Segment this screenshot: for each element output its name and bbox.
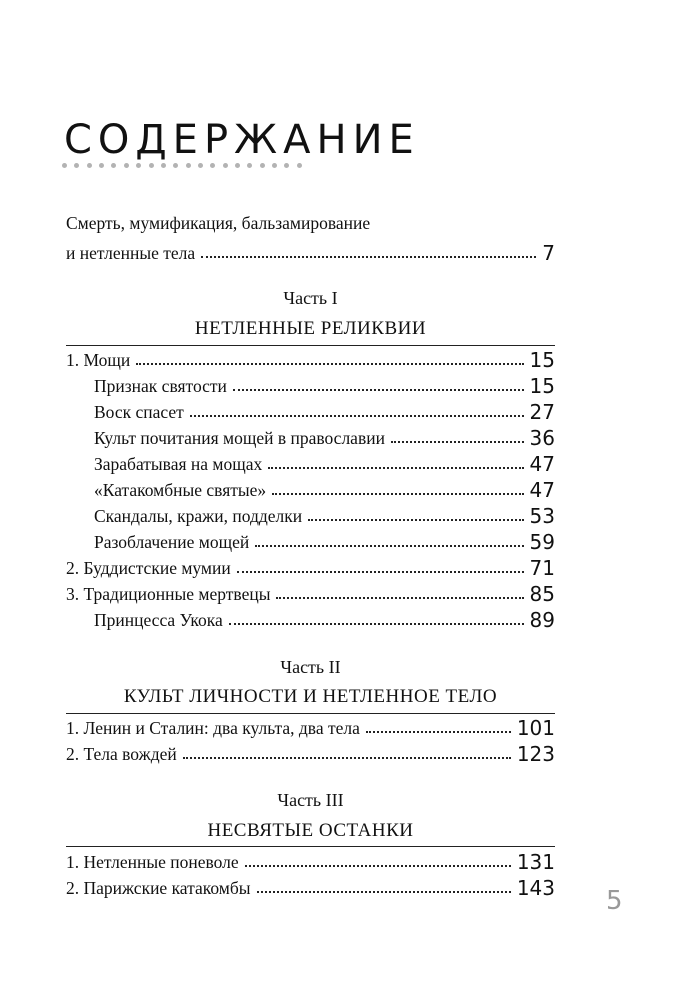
dot-leader <box>308 519 523 521</box>
toc-entry-text: Принцесса Укока <box>94 609 223 630</box>
toc-page-number: 101 <box>516 716 555 740</box>
toc-entry-text: 1. Ленин и Сталин: два культа, два тела <box>66 717 360 738</box>
toc-page-number: 53 <box>529 504 555 528</box>
toc-entry-section[interactable] <box>94 528 555 552</box>
toc-entry-text: 2. Буддистские мумии <box>66 557 231 578</box>
toc-entry-text: Зарабатывая на мощах <box>94 453 263 474</box>
toc-entry-text: 2. Парижские катакомбы <box>66 877 251 898</box>
dot-leader <box>183 757 511 759</box>
part-rule <box>66 846 555 847</box>
toc-page-number: 71 <box>529 556 555 580</box>
part-title: НЕСВЯТЫЕ ОСТАНКИ <box>207 820 414 841</box>
part-label: Часть III <box>277 790 344 810</box>
toc-entry-text: Культ почитания мощей в православии <box>94 427 385 448</box>
toc-entry-section[interactable] <box>94 424 555 448</box>
dot-leader <box>366 731 511 733</box>
part-title: НЕТЛЕННЫЕ РЕЛИКВИИ <box>194 318 427 339</box>
dot-leader <box>257 891 511 893</box>
dot-leader <box>233 389 524 391</box>
toc-entry-text: Воск спасет <box>94 401 184 422</box>
dot-leader <box>201 256 536 258</box>
toc-entry-text: 3. Традиционные мертвецы <box>66 583 271 604</box>
toc-entry-chapter[interactable] <box>66 580 555 604</box>
toc-entry-section[interactable] <box>94 476 555 500</box>
toc-page-number: 131 <box>516 850 555 874</box>
toc-page-number: 7 <box>542 241 555 265</box>
toc-entry-chapter[interactable] <box>66 740 555 764</box>
toc-entry-chapter[interactable] <box>66 714 555 738</box>
part-title: КУЛЬТ ЛИЧНОСТИ И НЕТЛЕННОЕ ТЕЛО <box>123 686 498 707</box>
part-label: Часть II <box>280 657 341 677</box>
toc-page-number: 89 <box>529 608 555 632</box>
dot-leader <box>268 467 523 469</box>
toc-entry-section[interactable] <box>94 372 555 396</box>
dot-leader <box>391 441 524 443</box>
toc-entry-text: Скандалы, кражи, подделки <box>94 505 303 526</box>
part-label: Часть I <box>283 288 338 308</box>
toc-entry-text: «Катакомбные святые» <box>94 479 267 500</box>
contents-heading: СОДЕРЖАНИЕ <box>64 117 420 163</box>
toc-page-number: 85 <box>529 582 555 606</box>
dot-leader <box>276 597 523 599</box>
toc-entry-chapter[interactable] <box>66 554 555 578</box>
dot-leader <box>245 865 511 867</box>
toc-page-number: 36 <box>529 426 555 450</box>
toc-entry-text: 2. Тела вождей <box>66 743 177 764</box>
toc-entry-text: Разоблачение мощей <box>94 531 250 552</box>
toc-entry-section[interactable] <box>94 398 555 422</box>
toc-entry-section[interactable] <box>94 450 555 474</box>
dot-leader <box>272 493 523 495</box>
toc-entry-text: 1. Мощи <box>66 349 131 370</box>
toc-page-number: 47 <box>529 452 555 476</box>
toc-page-number: 15 <box>529 374 555 398</box>
toc-entry-chapter[interactable] <box>66 848 555 872</box>
toc-page-number: 47 <box>529 478 555 502</box>
toc-entry-text: Признак святости <box>94 375 227 396</box>
page-number: 5 <box>606 886 623 916</box>
toc-page-number: 123 <box>516 742 555 766</box>
intro-entry-line1: Смерть, мумификация, бальзамирование <box>66 213 371 233</box>
dot-leader <box>229 623 524 625</box>
toc-entry-text: 1. Нетленные поневоле <box>66 851 239 872</box>
heading-dotted-underline <box>62 160 302 170</box>
toc-page-number: 15 <box>529 348 555 372</box>
toc-page-number: 143 <box>516 876 555 900</box>
dot-leader <box>237 571 524 573</box>
toc-entry-section[interactable] <box>94 606 555 630</box>
dot-leader <box>255 545 523 547</box>
toc-page-number: 59 <box>529 530 555 554</box>
toc-entry-section[interactable] <box>94 502 555 526</box>
dot-leader <box>136 363 523 365</box>
toc-entry-text: и нетленные тела <box>66 242 196 263</box>
toc-entry-chapter[interactable] <box>66 346 555 370</box>
dot-leader <box>190 415 524 417</box>
toc-entry-chapter[interactable] <box>66 874 555 898</box>
toc-entry-intro[interactable] <box>66 239 555 263</box>
toc-page-number: 27 <box>529 400 555 424</box>
